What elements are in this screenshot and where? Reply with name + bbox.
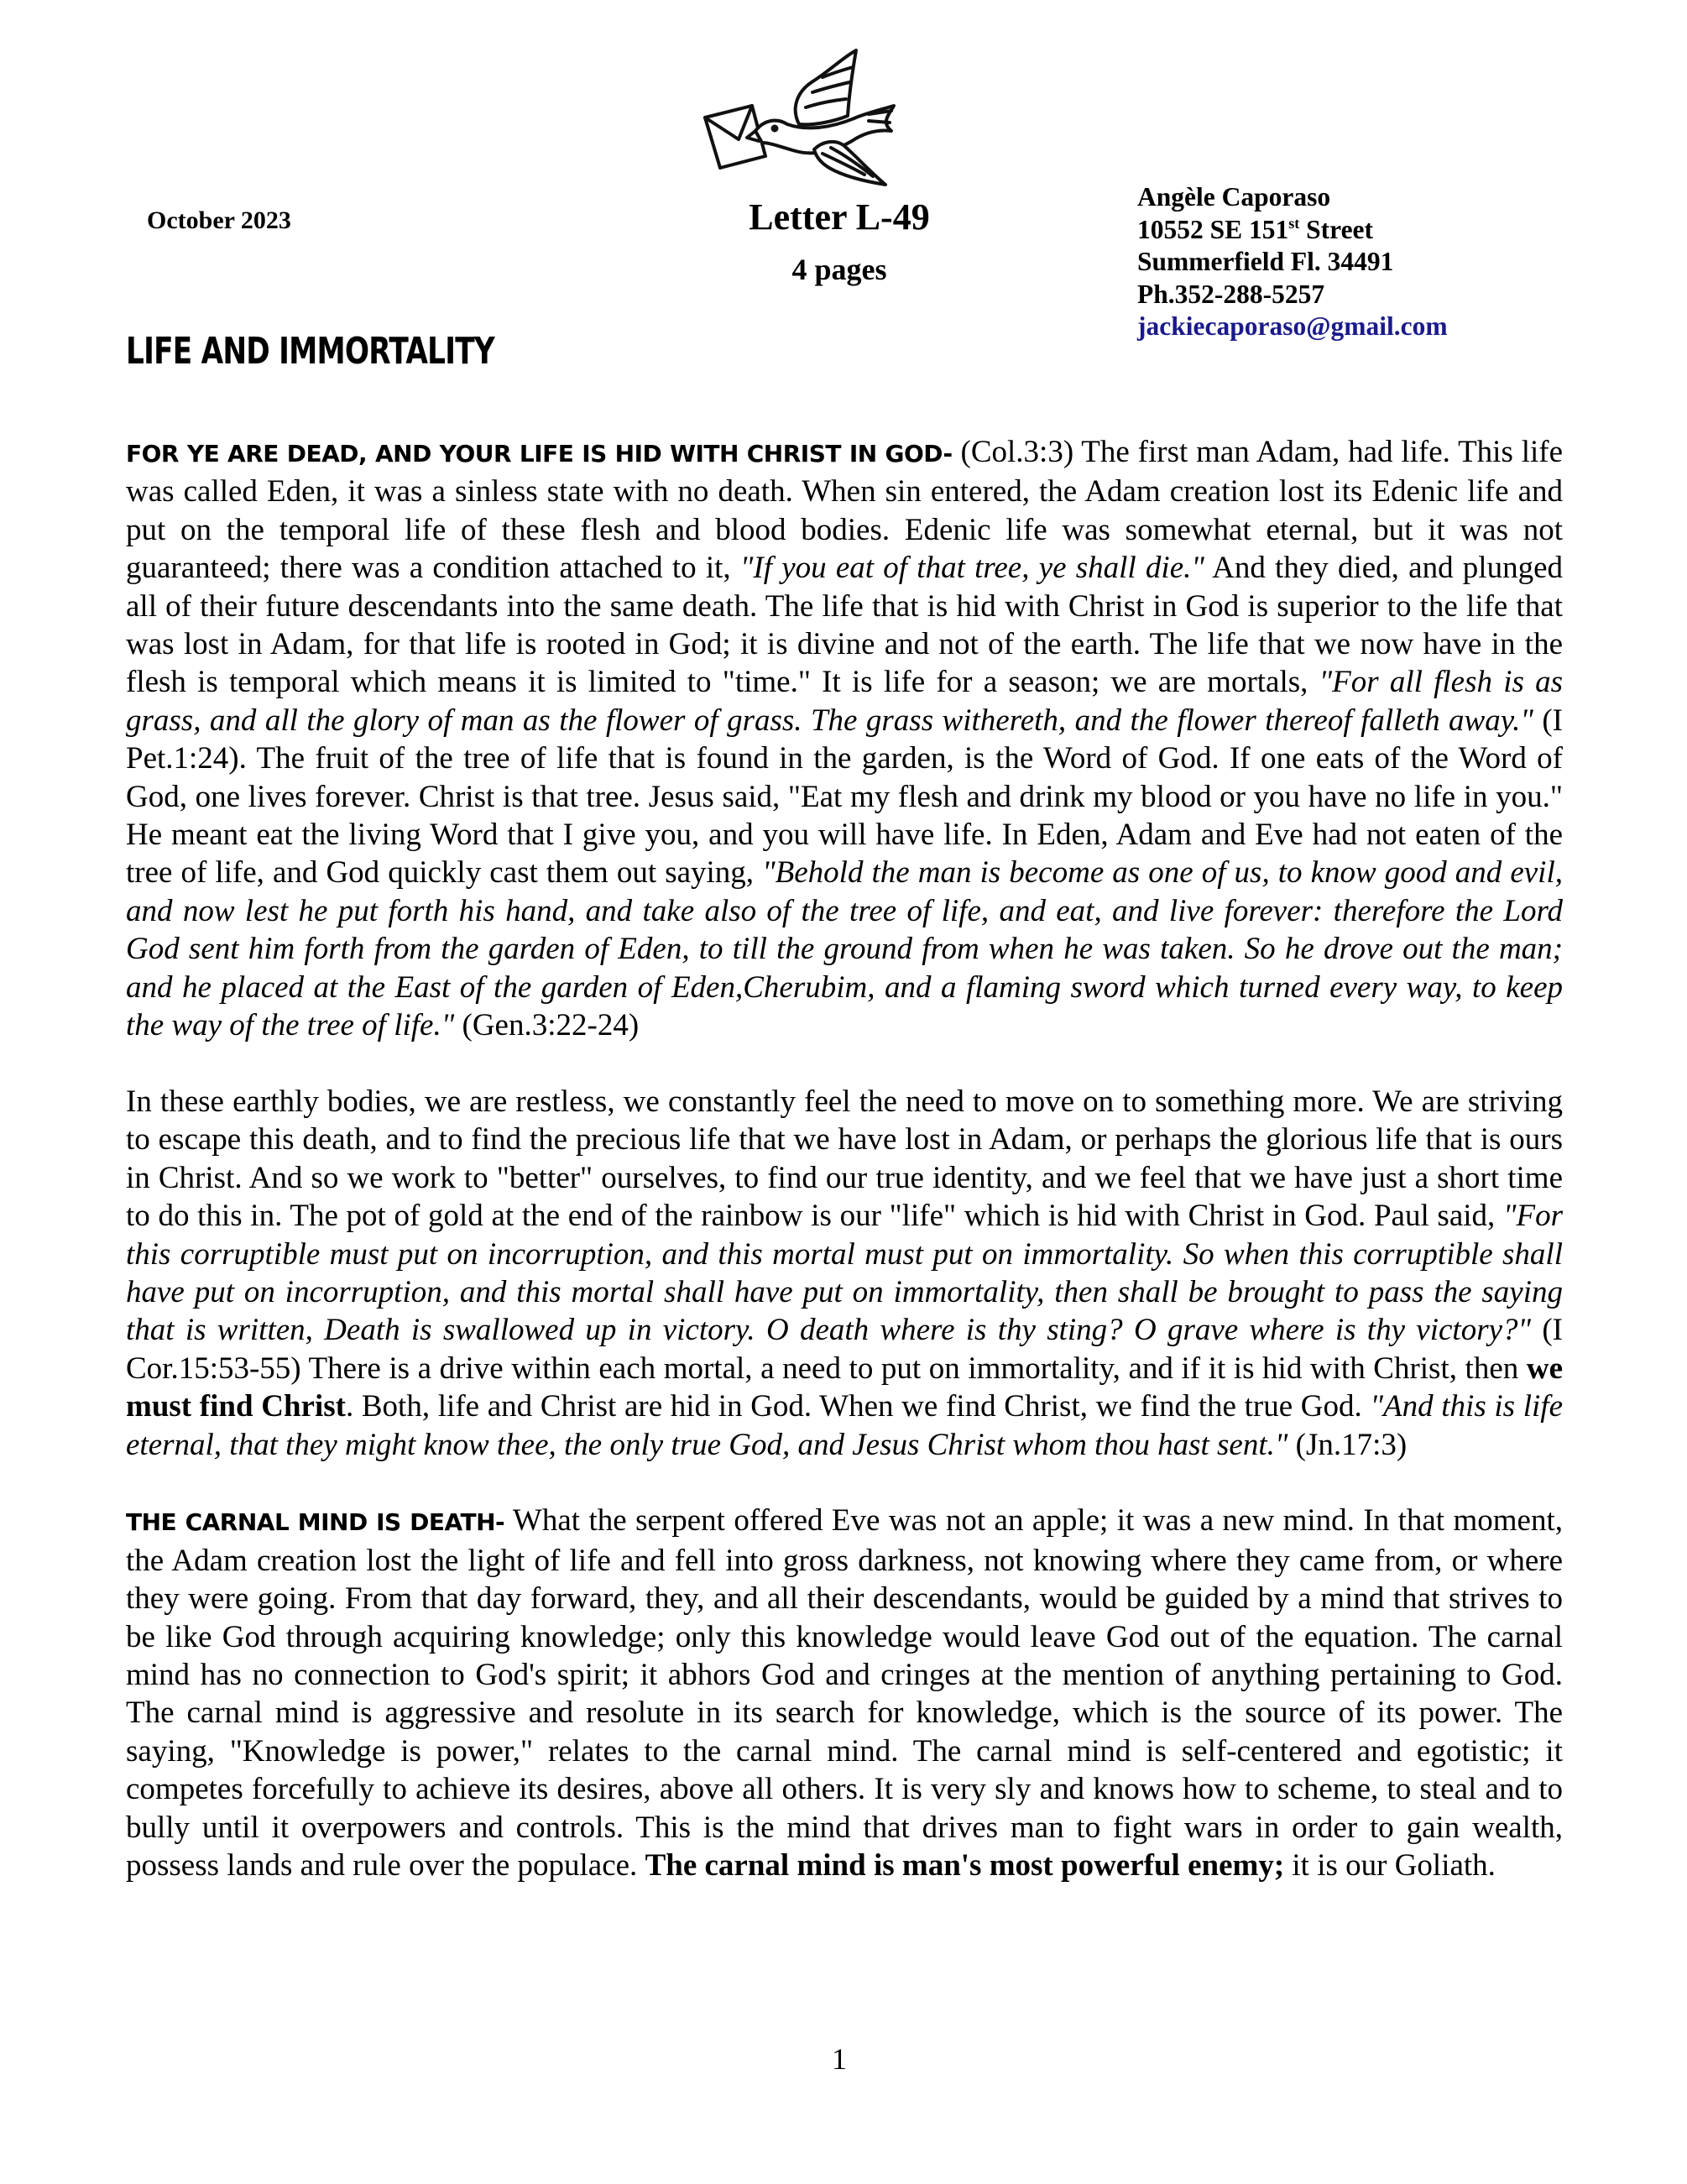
body-text: it is our Goliath. (1284, 1848, 1496, 1883)
body-text: (I Cor.15:53-55) There is a drive within each mortal, a need to put on immortality, and if it is hid with Christ, then (126, 1313, 1563, 1386)
scripture-quote: "For all flesh is as grass, and all the glory of man as the flower of grass. The grass withereth, and the flower thereof falleth away." (126, 665, 1563, 738)
emphasis-text: we must find Christ (126, 1351, 1563, 1424)
sender-address-block (1137, 181, 1448, 343)
body-text: In these earthly bodies, we are restless, we constantly feel the need to move on to something more. We are striving to escape this death, and to find the precious life that we have lost in Adam, or perhaps the glorious life that is ours in Christ. And so we work to "better" ourselves, to find our true identity, and we feel that we have just a short time to do this in. The pot of gold at the end of the rainbow is our "life" which is hid with Christ in God. Paul said, (126, 1084, 1563, 1234)
document-title: LIFE AND IMMORTALITY (126, 330, 494, 373)
body-text: And they died, and plunged all of their future descendants into the same death. The life that is hid with Christ in God is superior to the life that was lost in Adam, for that life is rooted in God; it is divine and not of the earth. The life that we now have in the flesh is temporal which means it is limited to "time." It is life for a season; we are mortals, (126, 551, 1563, 700)
body-text: What the serpent offered Eve was not an apple; it was a new mind. In that moment, the Adam creation lost the light of life and fell into gross darkness, not knowing where they came from, or where they were going. From that day forward, they, and all their descendants, would be guided by a mind that strives to be like God through acquiring knowledge; only this knowledge would leave God out of the equation. The carnal mind has no connection to God's spirit; it abhors God and cringes at the mention of anything pertaining to God. The carnal mind is aggressive and resolute in its search for knowledge, which is the source of its power. The saying, "Knowledge is power," relates to the carnal mind. The carnal mind is self-centered and egotistic; it competes forcefully to achieve its desires, above all others. It is very sly and knows how to scheme, to steal and to bully until it overpowers and controls. This is the mind that drives man to fight wars in order to gain wealth, possess lands and rule over the populace. (126, 1503, 1564, 1883)
body-text: (I Pet.1:24). The fruit of the tree of life that is found in the garden, is the Word of God. If one eats of the Word of God, one lives forever. Christ is that tree. Jesus said, "Eat my flesh and drink my blood or you have no life in you." He meant eat the living Word that I give you, and you will have life. In Eden, Adam and Eve had not eaten of the tree of life, and God quickly cast them out saying, (126, 703, 1563, 891)
body-text: (Jn.17:3) (1287, 1427, 1408, 1462)
scripture-quote: "If you eat of that tree, ye shall die." (739, 551, 1204, 586)
document-body (126, 433, 1563, 1884)
scripture-quote: "For this corruptible must put on incorruption, and this mortal must put on immortality. So when this corruptible shall have put on incorruption, and this mortal shall have put on immortality, then shall be brought to pass the saying that is written, Death is swallowed up in victory. O death where is thy sting? O grave where is thy victory?" (126, 1199, 1563, 1348)
sender-email-link[interactable]: jackiecaporaso@gmail.com (1137, 311, 1448, 341)
letter-id: Letter L-49 (749, 196, 930, 238)
sender-name: Angèle Caporaso (1137, 182, 1331, 212)
paragraph (126, 433, 1563, 1045)
scripture-quote: "Behold the man is become as one of us, to know good and evil, and now lest he put forth his hand, and take also of the tree of life, and eat, and live forever: therefore the Lord God sent him forth from the garden of Eden, to till the ground from when he was taken. So he drove out the man; and he placed at the East of the garden of Eden,Cherubim, and a flaming sword which turned every way, to keep the way of the tree of life." (126, 855, 1563, 1043)
section-heading: FOR YE ARE DEAD, AND YOUR LIFE IS HID WITH CHRIST IN GOD- (126, 440, 953, 468)
page-count: 4 pages (791, 253, 887, 286)
page-number: 1 (832, 2042, 847, 2076)
sender-street: 10552 SE 151st Street (1137, 214, 1374, 244)
section-heading: THE CARNAL MIND IS DEATH- (126, 1508, 505, 1537)
sender-phone: Ph.352-288-5257 (1137, 279, 1325, 309)
body-text: . Both, life and Christ are hid in God. When we find Christ, we find the true God. (345, 1389, 1371, 1424)
emphasis-text: The carnal mind is man's most powerful enemy; (645, 1848, 1285, 1883)
body-text: (Col.3:3) The first man Adam, had life. This life was called Eden, it was a sinless state with no death. When sin entered, the Adam creation lost its Edenic life and put on the temporal life of these flesh and blood bodies. Edenic life was somewhat eternal, but it was not guaranteed; there was a condition attached to it, (126, 435, 1564, 586)
scripture-quote: "And this is life eternal, that they might know thee, the only true God, and Jesus Christ whom thou hast sent." (126, 1389, 1564, 1462)
sender-city: Summerfield Fl. 34491 (1137, 247, 1394, 276)
letter-date: October 2023 (147, 206, 291, 234)
paragraph (126, 1083, 1563, 1464)
paragraph (126, 1502, 1563, 1884)
dove-carrying-letter-icon (697, 24, 898, 187)
body-text: (Gen.3:22-24) (454, 1008, 640, 1043)
